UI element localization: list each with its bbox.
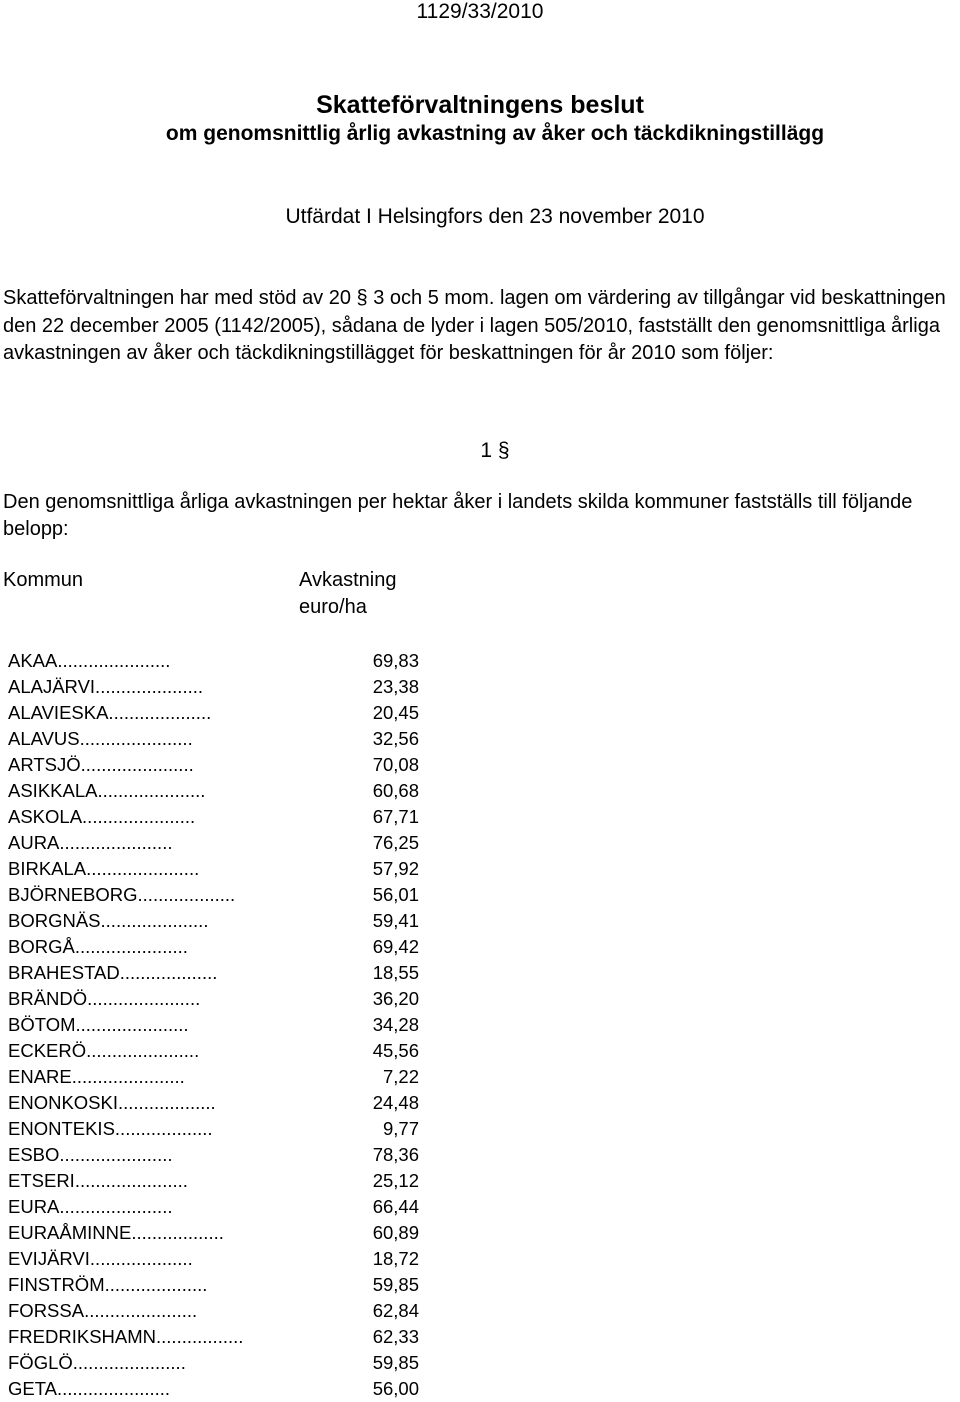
table-row — [8, 648, 468, 674]
municipality-name: ETSERI...................... — [8, 1170, 188, 1191]
table-row — [8, 1142, 468, 1168]
yield-value: 59,41 — [372, 910, 419, 931]
table-row — [8, 934, 468, 960]
table-row — [8, 1324, 468, 1350]
yield-value: 56,00 — [372, 1378, 419, 1399]
municipality-name: ECKERÖ...................... — [8, 1040, 200, 1061]
document-title: Skatteförvaltningens beslut — [316, 91, 644, 119]
table-row — [8, 1350, 468, 1376]
table-row — [8, 726, 468, 752]
municipality-name: FÖGLÖ...................... — [8, 1352, 186, 1373]
table-row — [8, 908, 468, 934]
municipality-name: ASIKKALA..................... — [8, 780, 206, 801]
municipality-name: BRÄNDÖ...................... — [8, 988, 201, 1009]
table-row — [8, 674, 468, 700]
section-paragraph: Den genomsnittliga årliga avkastningen per hektar åker i landets skilda kommuner fastställs till följande belopp: — [3, 491, 913, 540]
yield-value: 66,44 — [372, 1196, 419, 1217]
yield-value: 18,72 — [372, 1248, 419, 1269]
intro-paragraph: Skatteförvaltningen har med stöd av 20 § 3 och 5 mom. lagen om värdering av tillgångar vid beskattningen den 22 december 2005 (1142/2005), sådana de lyder i lagen 505/2010, fastställt den genomsnittliga årliga avkastningen av åker och täckdikningstillägget för beskattningen för år 2010 som följer: — [3, 287, 946, 364]
municipality-name: BRAHESTAD................... — [8, 962, 218, 983]
yield-value: 70,08 — [372, 754, 419, 775]
municipality-name: ARTSJÖ...................... — [8, 754, 194, 775]
yield-value: 60,89 — [372, 1222, 419, 1243]
municipality-name: ENONTEKIS................... — [8, 1118, 213, 1139]
municipality-name: AURA...................... — [8, 832, 173, 853]
yield-value: 18,55 — [372, 962, 419, 983]
yield-value: 23,38 — [372, 676, 419, 697]
table-row — [8, 1168, 468, 1194]
document-number: 1129/33/2010 — [416, 0, 544, 23]
municipality-name: FREDRIKSHAMN................. — [8, 1326, 244, 1347]
table-row — [8, 1376, 468, 1402]
yield-value: 76,25 — [372, 832, 419, 853]
municipality-name: FORSSA...................... — [8, 1300, 198, 1321]
municipality-name: BORGÅ...................... — [8, 936, 188, 957]
issued-line: Utfärdat I Helsingfors den 23 november 2010 — [285, 205, 705, 228]
yield-value: 60,68 — [372, 780, 419, 801]
municipality-name: FINSTRÖM.................... — [8, 1274, 208, 1295]
document-subtitle: om genomsnittlig årlig avkastning av åker och täckdikningstillägg — [165, 122, 825, 145]
yield-value: 69,83 — [372, 650, 419, 671]
table-row — [8, 1064, 468, 1090]
table-row — [8, 1246, 468, 1272]
yield-value: 32,56 — [372, 728, 419, 749]
table-row — [8, 882, 468, 908]
table-row — [8, 778, 468, 804]
yield-value: 67,71 — [372, 806, 419, 827]
yield-value: 25,12 — [372, 1170, 419, 1191]
table-row — [8, 1012, 468, 1038]
table-row — [8, 1220, 468, 1246]
municipality-name: BORGNÄS..................... — [8, 910, 209, 931]
yield-value: 20,45 — [372, 702, 419, 723]
municipality-name: ALAJÄRVI..................... — [8, 676, 203, 697]
column-header-yield-line2: euro/ha — [299, 596, 367, 618]
table-row — [8, 752, 468, 778]
municipality-name: BIRKALA...................... — [8, 858, 200, 879]
municipality-name: EVIJÄRVI.................... — [8, 1248, 193, 1269]
yield-value: 7,22 — [382, 1066, 419, 1087]
table-row — [8, 830, 468, 856]
yield-value: 78,36 — [372, 1144, 419, 1165]
municipality-name: ALAVUS...................... — [8, 728, 193, 749]
table-row — [8, 1298, 468, 1324]
municipality-name: EURAÅMINNE.................. — [8, 1222, 224, 1243]
municipality-name: ALAVIESKA.................... — [8, 702, 212, 723]
yield-value: 62,33 — [372, 1326, 419, 1347]
yield-value: 24,48 — [372, 1092, 419, 1113]
section-heading: 1 § — [480, 439, 510, 462]
yield-value: 34,28 — [372, 1014, 419, 1035]
table-row — [8, 700, 468, 726]
municipality-name: BÖTOM...................... — [8, 1014, 189, 1035]
yield-value: 45,56 — [372, 1040, 419, 1061]
table-row — [8, 1116, 468, 1142]
municipality-name: AKAA...................... — [8, 650, 171, 671]
yield-value: 69,42 — [372, 936, 419, 957]
column-header-yield — [299, 567, 396, 621]
municipality-name: BJÖRNEBORG................... — [8, 884, 236, 905]
table-row — [8, 960, 468, 986]
table-row — [8, 1194, 468, 1220]
yield-value: 56,01 — [372, 884, 419, 905]
municipality-name: ENONKOSKI................... — [8, 1092, 216, 1113]
yield-value: 59,85 — [372, 1274, 419, 1295]
yield-value: 57,92 — [372, 858, 419, 879]
municipality-name: ENARE...................... — [8, 1066, 185, 1087]
table-row — [8, 856, 468, 882]
municipality-name: GETA...................... — [8, 1378, 171, 1399]
table-row — [8, 986, 468, 1012]
table-row — [8, 1038, 468, 1064]
table-row — [8, 804, 468, 830]
yield-value: 62,84 — [372, 1300, 419, 1321]
yield-value: 59,85 — [372, 1352, 419, 1373]
yield-value: 36,20 — [372, 988, 419, 1009]
yield-value: 9,77 — [382, 1118, 419, 1139]
table-row — [8, 1272, 468, 1298]
municipality-name: ESBO...................... — [8, 1144, 173, 1165]
table-row — [8, 1090, 468, 1116]
column-header-yield-line1: Avkastning — [299, 569, 397, 591]
municipality-table — [8, 648, 468, 1402]
column-header-municipality: Kommun — [3, 569, 84, 591]
municipality-name: ASKOLA...................... — [8, 806, 196, 827]
municipality-name: EURA...................... — [8, 1196, 173, 1217]
